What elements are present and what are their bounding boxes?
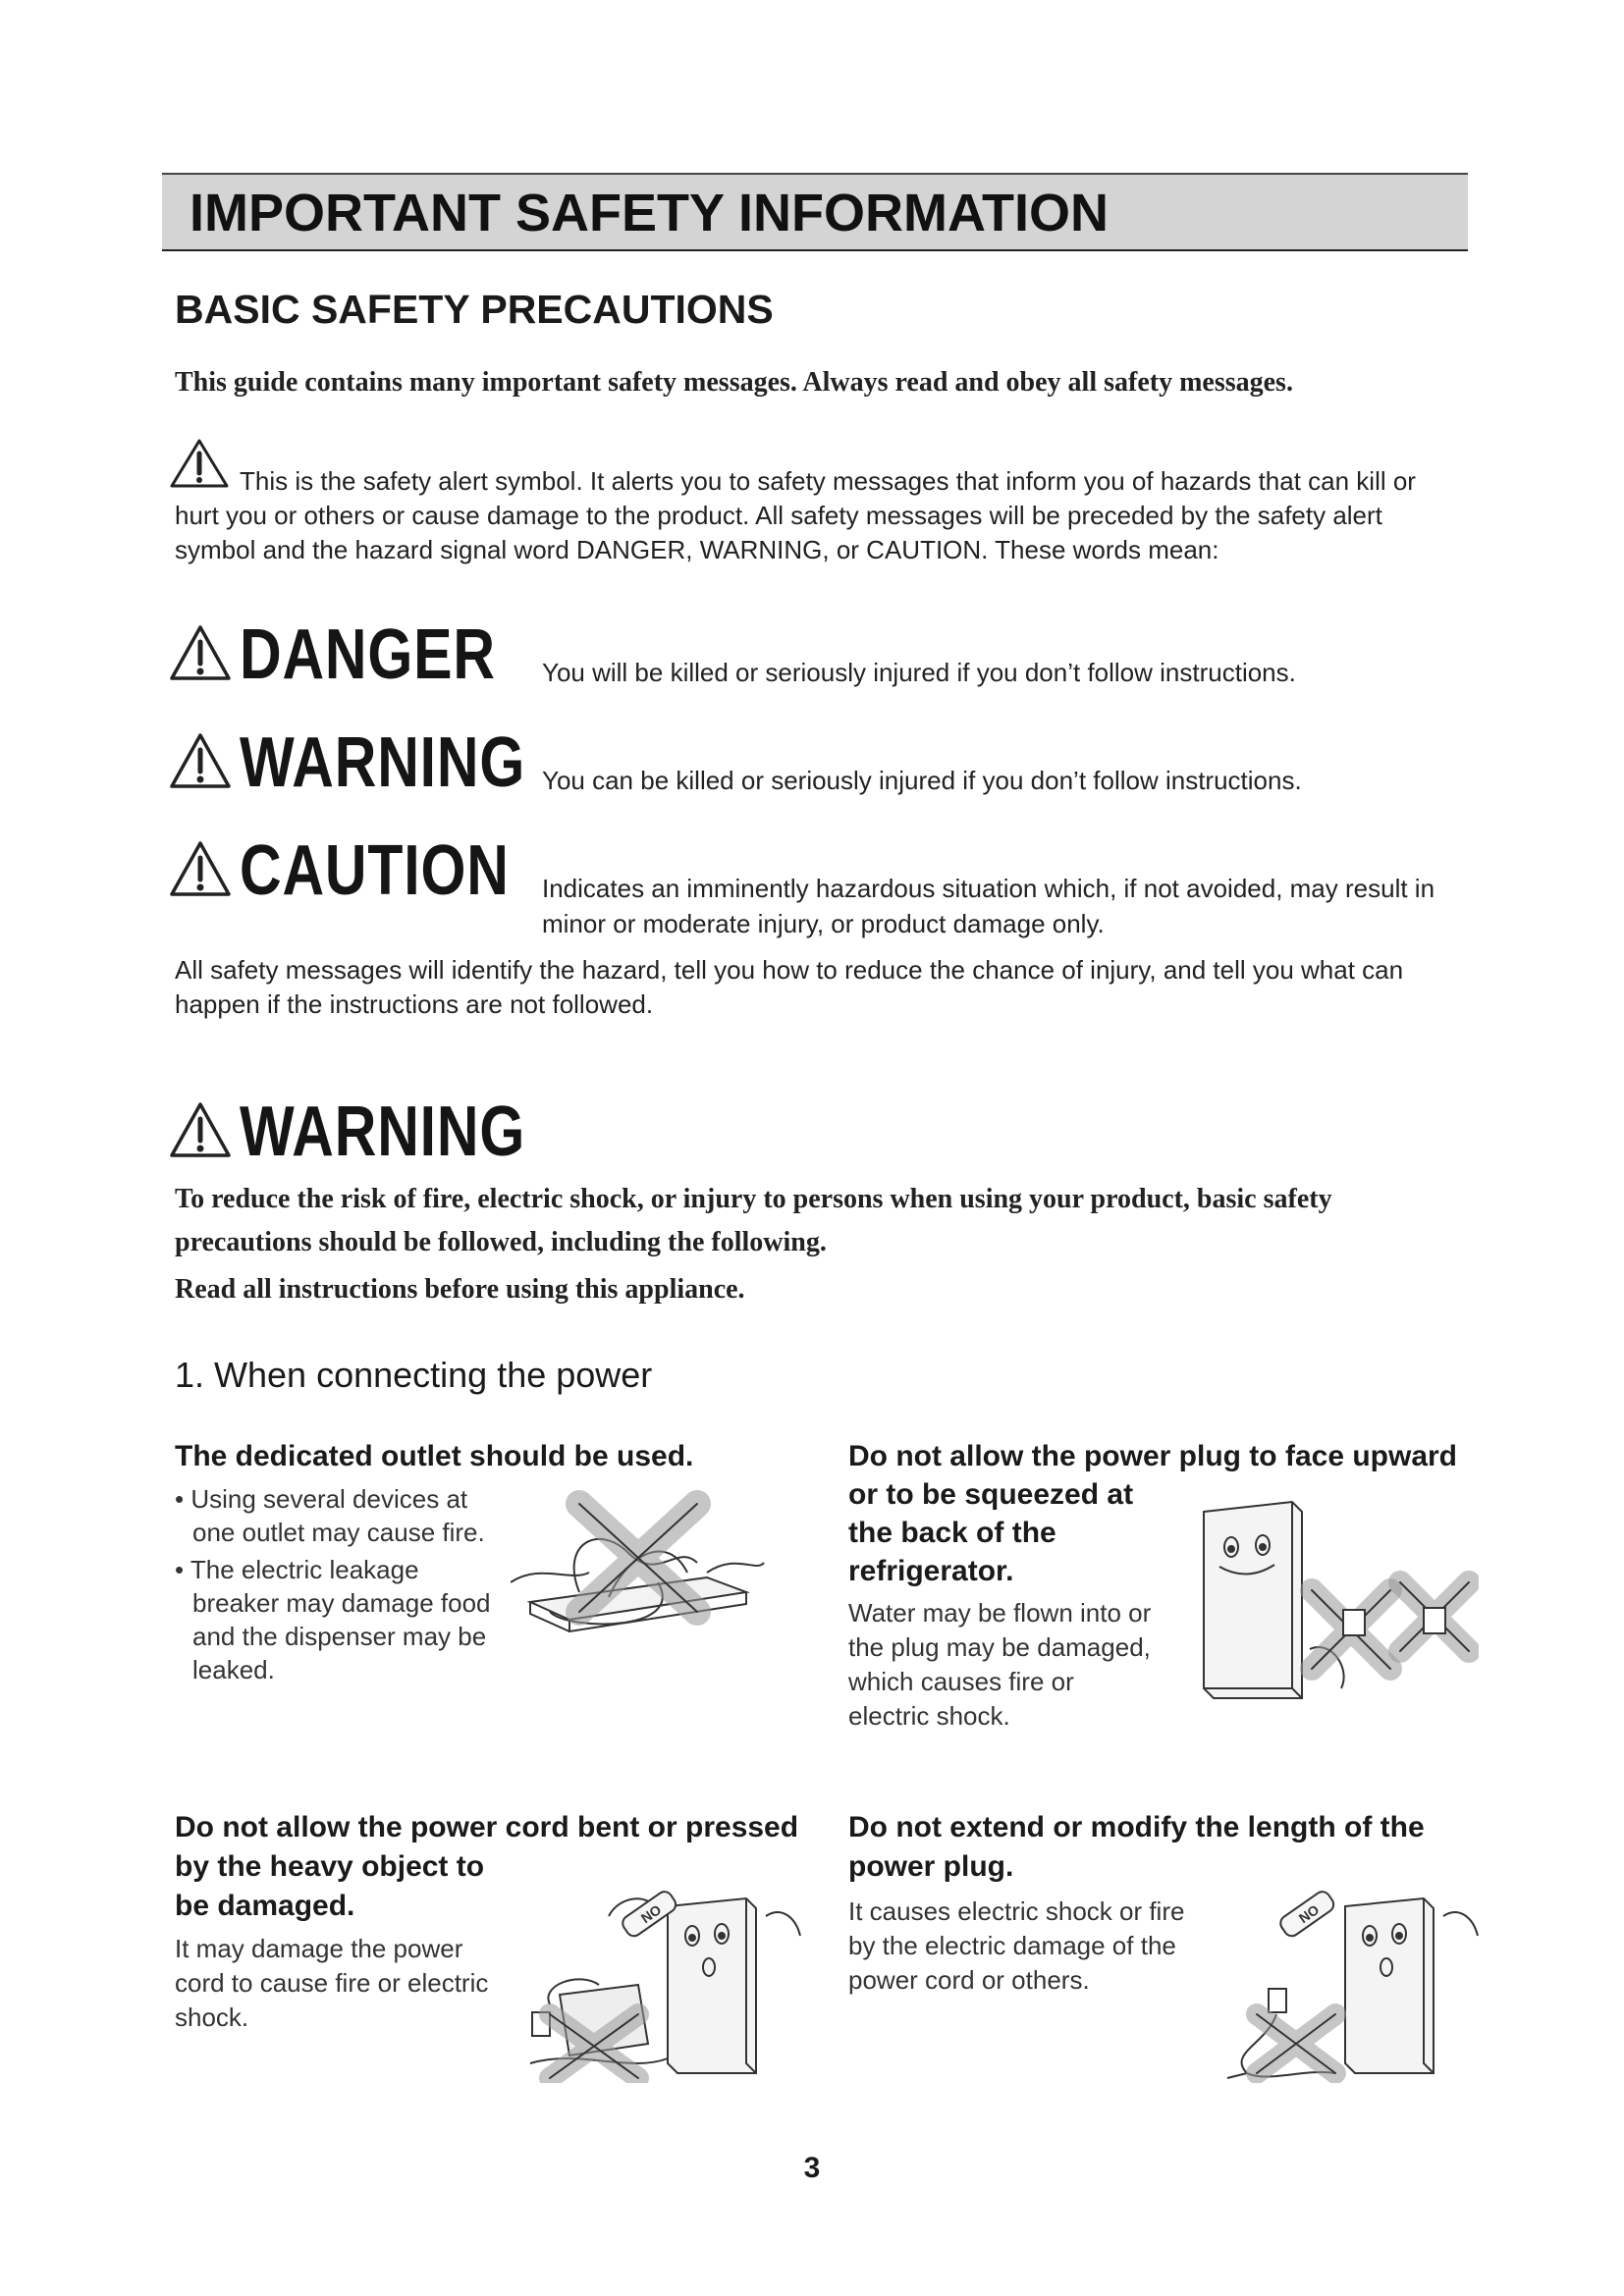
item-title-line: power plug.	[848, 1850, 1014, 1883]
danger-description: You will be killed or seriously injured if you don’t follow instructions.	[542, 658, 1296, 687]
caution-signal-word: CAUTION	[240, 831, 510, 910]
item-title: The dedicated outlet should be used.	[175, 1440, 694, 1472]
caution-description-line: minor or moderate injury, or product damage only.	[542, 909, 1105, 938]
alert-text-line: symbol and the hazard signal word DANGER, WARNING, or CAUTION. These words mean:	[175, 535, 1219, 564]
item-bullet-line: breaker may damage food	[192, 1588, 491, 1618]
warning-text-line: To reduce the risk of fire, electric shock, or injury to persons when using your product, basic safety	[175, 1184, 1332, 1214]
summary-line: All safety messages will identify the hazard, tell you how to reduce the chance of injury, and tell you what can	[175, 955, 1404, 985]
item-text-line: shock.	[175, 2002, 249, 2032]
cross-mark-icon	[1257, 2014, 1335, 2073]
no-label: NO	[637, 1901, 665, 1927]
intro-text: This guide contains many important safety messages. Always read and obey all safety messages.	[175, 367, 1293, 398]
danger-signal-word: DANGER	[240, 615, 496, 694]
item-text-line: Water may be flown into or	[848, 1598, 1152, 1628]
alert-text-line: hurt you or others or cause damage to the product. All safety messages will be preceded by the safety alert	[175, 501, 1382, 530]
item-bullet-line: • The electric leakage	[175, 1555, 419, 1584]
item-bullet-line: and the dispenser may be	[192, 1622, 487, 1651]
item-text-line: It may damage the power	[175, 1934, 463, 1963]
power-strip-illustration	[511, 1484, 766, 1641]
item-text-line: It causes electric shock or fire	[848, 1896, 1185, 1926]
pressed-cord-illustration	[520, 1877, 805, 2083]
item-title-line: Do not allow the power plug to face upward	[848, 1440, 1458, 1472]
warning-heading: WARNING	[240, 1093, 526, 1171]
warning-triangle-icon	[169, 732, 232, 789]
item-bullet-line: • Using several devices at	[175, 1484, 468, 1514]
item-title-line: Do not extend or modify the length of the	[848, 1811, 1425, 1843]
item-title-line: by the heavy object to	[175, 1850, 485, 1883]
warning-description: You can be killed or seriously injured if you don’t follow instructions.	[542, 766, 1302, 795]
refrigerator-plug-illustration	[1184, 1492, 1479, 1708]
no-sign-icon	[1277, 1889, 1336, 1939]
warning-text-line: Read all instructions before using this appliance.	[175, 1274, 745, 1305]
item-title-line: the back of the	[848, 1517, 1056, 1549]
item-title-line: or to be squeezed at	[848, 1478, 1134, 1511]
warning-triangle-icon	[169, 1101, 232, 1158]
warning-triangle-icon	[169, 840, 232, 897]
section-heading: BASIC SAFETY PRECAUTIONS	[175, 287, 774, 332]
item-text-line: the plug may be damaged,	[848, 1632, 1151, 1662]
warning-signal-word: WARNING	[240, 723, 526, 802]
extended-cord-illustration	[1208, 1877, 1483, 2083]
subsection-heading: 1. When connecting the power	[175, 1355, 653, 1395]
page-title: IMPORTANT SAFETY INFORMATION	[189, 184, 1109, 242]
item-text-line: which causes fire or	[848, 1667, 1074, 1696]
item-title-line: Do not allow the power cord bent or pressed	[175, 1811, 799, 1843]
alert-text-line: This is the safety alert symbol. It alerts you to safety messages that inform you of hazards that can kill or	[240, 466, 1416, 496]
warning-text-line: precautions should be followed, including the following.	[175, 1227, 827, 1257]
no-label: NO	[1295, 1901, 1323, 1927]
caution-description-line: Indicates an imminently hazardous situation which, if not avoided, may result in	[542, 874, 1435, 903]
item-text-line: power cord or others.	[848, 1965, 1090, 1995]
item-bullet-line: leaked.	[192, 1655, 275, 1684]
summary-line: happen if the instructions are not followed.	[175, 989, 654, 1019]
page-number: 3	[803, 2152, 821, 2184]
item-text-line: cord to cause fire or electric	[175, 1968, 489, 1998]
item-title-line: refrigerator.	[848, 1555, 1014, 1587]
warning-triangle-icon	[169, 438, 230, 489]
item-text-line: electric shock.	[848, 1701, 1010, 1731]
item-text-line: by the electric damage of the	[848, 1931, 1176, 1960]
warning-triangle-icon	[169, 624, 232, 681]
item-title-line: be damaged.	[175, 1890, 355, 1922]
item-bullet-line: one outlet may cause fire.	[192, 1518, 485, 1547]
page-header-bar	[162, 173, 1468, 251]
